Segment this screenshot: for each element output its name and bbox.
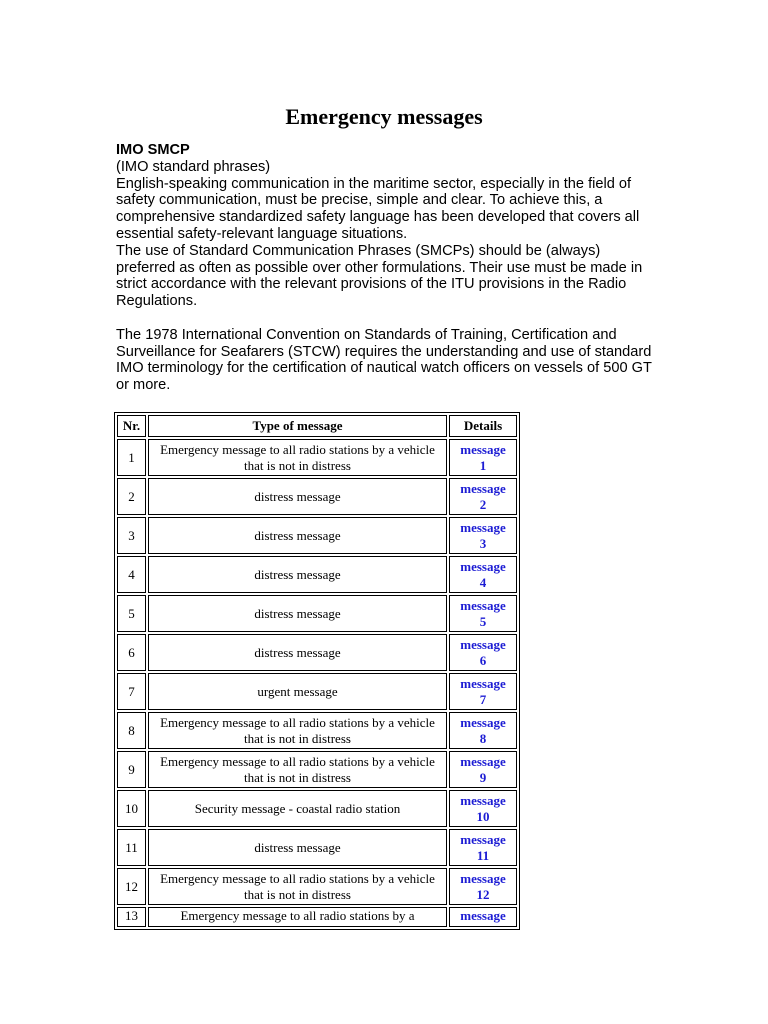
row-details [449, 478, 517, 515]
message-link-number: 9 [479, 769, 487, 785]
header-nr: Nr. [117, 415, 146, 437]
message-link-number: 7 [479, 691, 487, 707]
message-link-label: message [460, 908, 506, 923]
message-link-label: message [460, 831, 506, 847]
message-link[interactable] [460, 598, 506, 630]
row-number: 13 [117, 907, 146, 927]
row-details [449, 712, 517, 749]
message-link[interactable] [460, 871, 506, 903]
message-link[interactable] [460, 481, 506, 513]
messages-table [114, 412, 520, 930]
message-link-number: 1 [479, 457, 487, 473]
message-link-number: 5 [479, 613, 487, 629]
row-details [449, 439, 517, 476]
message-link-label: message [460, 753, 506, 769]
table-row [117, 907, 517, 927]
row-number: 8 [117, 712, 146, 749]
table-row [117, 790, 517, 827]
row-message-type: Security message - coastal radio station [148, 790, 447, 827]
row-number: 10 [117, 790, 146, 827]
message-link-label: message [460, 519, 506, 535]
table-row [117, 517, 517, 554]
message-link-label: message [460, 714, 506, 730]
table-header-row [117, 415, 517, 437]
message-link-number: 3 [479, 535, 487, 551]
row-message-type: distress message [148, 595, 447, 632]
row-message-type: distress message [148, 829, 447, 866]
intro-paragraph-stcw: The 1978 International Convention on Standards of Training, Certification and Surveillance for Seafarers (STCW) requires the understanding and use of standard IMO terminology for the certification of nautical watch officers on vessels of 500 GT or more. [116, 326, 652, 394]
message-link-label: message [460, 636, 506, 652]
row-details [449, 595, 517, 632]
row-message-type: distress message [148, 634, 447, 671]
row-details [449, 634, 517, 671]
message-link-number: 4 [479, 574, 487, 590]
table-row [117, 478, 517, 515]
message-link-label: message [460, 675, 506, 691]
table-row [117, 556, 517, 593]
row-number: 1 [117, 439, 146, 476]
intro-subheading: IMO SMCP [116, 142, 190, 158]
message-link[interactable] [460, 754, 506, 786]
intro-section [116, 142, 656, 394]
table-row [117, 595, 517, 632]
row-number: 6 [117, 634, 146, 671]
row-message-type: Emergency message to all radio stations by a vehicle that is not in distress [148, 868, 447, 905]
row-message-type: urgent message [148, 673, 447, 710]
row-number: 12 [117, 868, 146, 905]
message-link[interactable] [460, 520, 506, 552]
message-link-number: 2 [479, 496, 487, 512]
table-row [117, 712, 517, 749]
table-row [117, 829, 517, 866]
row-message-type: Emergency message to all radio stations by a vehicle that is not in distress [148, 439, 447, 476]
intro-paragraph-communication: English-speaking communication in the maritime sector, especially in the field of safety communication, must be precise, simple and clear. To achieve this, a comprehensive standardized safety language has been developed that covers all essential safety-relevant language situations. [116, 175, 640, 242]
header-type: Type of message [148, 415, 447, 437]
row-message-type: Emergency message to all radio stations by a vehicle that is not in distress [148, 712, 447, 749]
row-details [449, 907, 517, 927]
row-details [449, 673, 517, 710]
row-number: 11 [117, 829, 146, 866]
message-link-label: message [460, 597, 506, 613]
message-link[interactable] [460, 793, 506, 825]
table-row [117, 673, 517, 710]
header-details: Details [449, 415, 517, 437]
message-link-number: 8 [479, 730, 487, 746]
row-number: 7 [117, 673, 146, 710]
row-message-type: distress message [148, 517, 447, 554]
message-link-label: message [460, 480, 506, 496]
row-number: 3 [117, 517, 146, 554]
table-row [117, 751, 517, 788]
row-message-type: distress message [148, 478, 447, 515]
table-body [117, 439, 517, 927]
row-message-type: distress message [148, 556, 447, 593]
row-number: 5 [117, 595, 146, 632]
message-link[interactable] [460, 559, 506, 591]
message-link[interactable] [460, 637, 506, 669]
row-details [449, 517, 517, 554]
page-title: Emergency messages [285, 103, 483, 129]
intro-paragraph-smcp-usage: The use of Standard Communication Phrases (SMCPs) should be (always) preferred as often as possible over other formulations. Their use must be made in strict accordance with the relevant provisions of the ITU provisions in the Radio Regulations. [116, 242, 643, 310]
message-link-label: message [460, 558, 506, 574]
message-link-label: message [460, 870, 506, 886]
intro-line-standard-phrases: (IMO standard phrases) [116, 158, 271, 175]
message-link[interactable] [460, 832, 506, 864]
row-message-type: Emergency message to all radio stations by a vehicle that is not in distress [148, 751, 447, 788]
message-link[interactable] [460, 442, 506, 474]
row-details [449, 556, 517, 593]
message-link[interactable] [460, 908, 506, 924]
row-details [449, 790, 517, 827]
message-link-number: 12 [476, 886, 490, 902]
table-row [117, 868, 517, 905]
message-link[interactable] [460, 676, 506, 708]
table-row [117, 439, 517, 476]
message-link-label: message [460, 441, 506, 457]
row-number: 4 [117, 556, 146, 593]
table-row [117, 634, 517, 671]
row-details [449, 751, 517, 788]
message-link[interactable] [460, 715, 506, 747]
row-message-type: Emergency message to all radio stations by a [148, 907, 447, 927]
row-number: 9 [117, 751, 146, 788]
row-details [449, 829, 517, 866]
row-number: 2 [117, 478, 146, 515]
message-link-number: 10 [476, 808, 490, 824]
message-link-number: 11 [476, 847, 490, 863]
message-link-label: message [460, 792, 506, 808]
row-details [449, 868, 517, 905]
message-link-number: 6 [479, 652, 487, 668]
